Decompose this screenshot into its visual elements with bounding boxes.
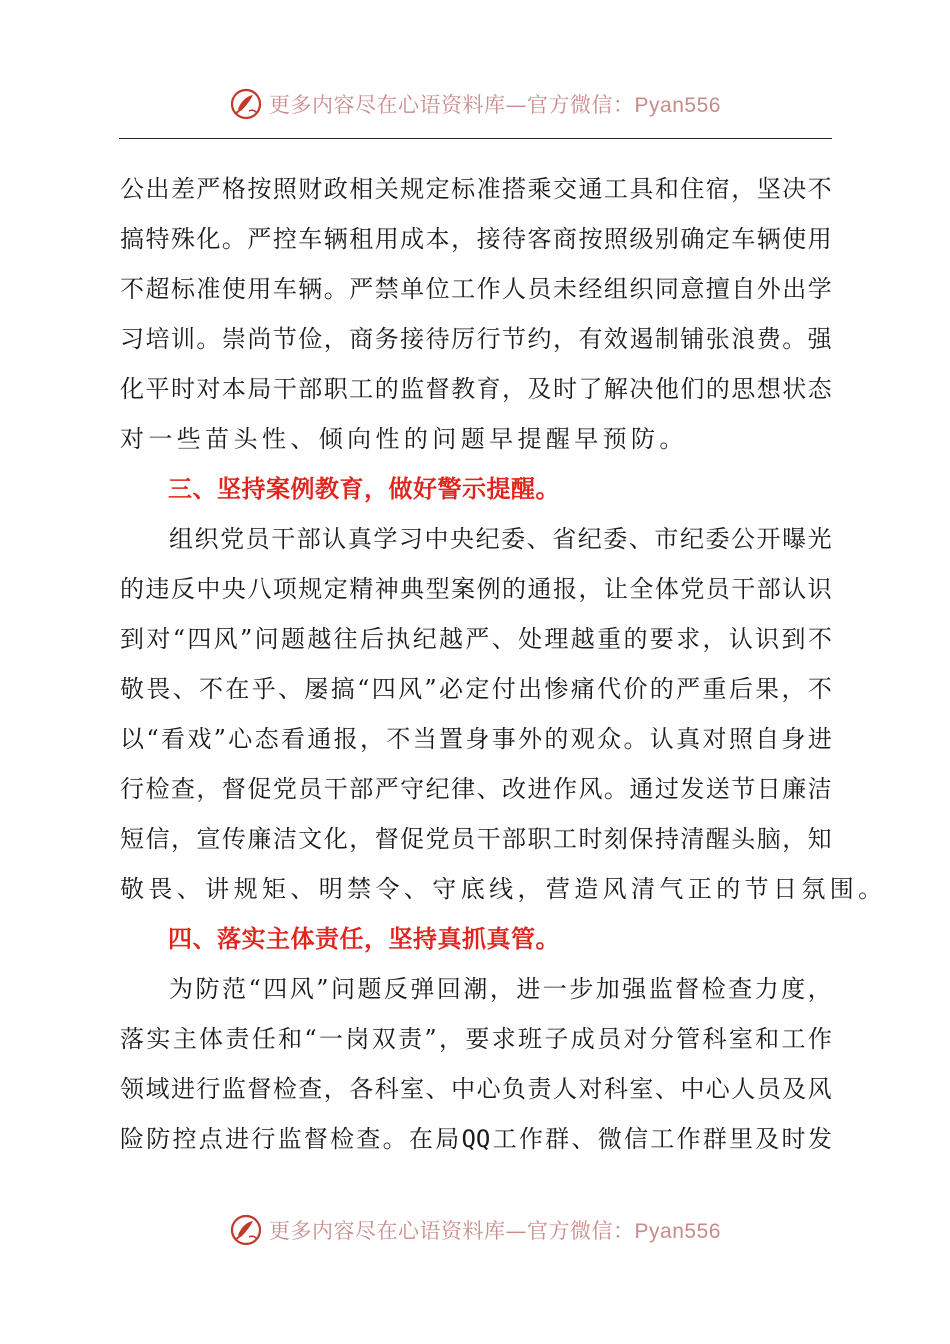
paragraph-line: 组 织 党 员 干 部 认 真 学 习 中 央 纪 委 、 省 纪 委 、 市 纪 委 公 开 曝 光	[169, 525, 832, 553]
paragraph-line: 到 对 “ 四 风 ” 问 题 越 往 后 执 纪 越 严 、 处 理 越 重 的 要 求 ， 认 识 到 不	[120, 625, 832, 653]
pen-logo-icon	[229, 1213, 263, 1247]
pen-logo-icon	[229, 87, 263, 121]
header-banner-text: 更多内容尽在心语资料库—官方微信：Pyan556	[269, 93, 721, 117]
paragraph-line: 领 域 进 行 监 督 检 查 ， 各 科 室 、 中 心 负 责 人 对 科 室 、 中 心 人 员 及 风	[120, 1075, 832, 1103]
paragraph-line: 不 超 标 准 使 用 车 辆 。 严 禁 单 位 工 作 人 员 未 经 组 织 同 意 擅 自 外 出 学	[120, 275, 832, 303]
footer-banner	[0, 1210, 950, 1250]
paragraph-line: 落 实 主 体 责 任 和 “ 一 岗 双 责 ” ， 要 求 班 子 成 员 对 分 管 科 室 和 工 作	[120, 1025, 832, 1053]
paragraph-line: 对 一 些 苗 头 性 、 倾 向 性 的 问 题 早 提 醒 早 预 防 。	[120, 425, 684, 453]
paragraph-line: 习 培 训 。 崇 尚 节 俭 ， 商 务 接 待 厉 行 节 约 ， 有 效 遏 制 铺 张 浪 费 。 强	[120, 325, 832, 353]
paragraph-line: 的 违 反 中 央 八 项 规 定 精 神 典 型 案 例 的 通 报 ， 让 全 体 党 员 干 部 认 识	[120, 575, 832, 603]
document-body	[120, 164, 883, 1164]
paragraph-line: 险 防 控 点 进 行 监 督 检 查 。 在 局 QQ 工 作 群 、 微 信 工 作 群 里 及 时 发	[120, 1125, 832, 1153]
paragraph-line: 公 出 差 严 格 按 照 财 政 相 关 规 定 标 准 搭 乘 交 通 工 具 和 住 宿 ， 坚 决 不	[120, 175, 832, 203]
section-heading: 三、坚持案例教育，做好警示提醒。	[168, 475, 560, 503]
paragraph-line: 搞 特 殊 化 。 严 控 车 辆 租 用 成 本 ， 接 待 客 商 按 照 级 别 确 定 车 辆 使 用	[120, 225, 832, 253]
paragraph-line: 敬 畏 、 讲 规 矩 、 明 禁 令 、 守 底 线 ， 营 造 风 清 气 正 的 节 日 氛 围 。	[120, 875, 883, 903]
footer-banner-text: 更多内容尽在心语资料库—官方微信：Pyan556	[269, 1219, 721, 1243]
paragraph-line: 以 “ 看 戏 ” 心 态 看 通 报 ， 不 当 置 身 事 外 的 观 众 。 认 真 对 照 自 身 进	[120, 725, 832, 753]
paragraph-line: 行 检 查 ， 督 促 党 员 干 部 严 守 纪 律 、 改 进 作 风 。 通 过 发 送 节 日 廉 洁	[120, 775, 832, 803]
header-divider	[119, 138, 832, 139]
paragraph-line: 敬 畏 、 不 在 乎 、 屡 搞 “ 四 风 ” 必 定 付 出 惨 痛 代 价 的 严 重 后 果 ， 不	[120, 675, 832, 703]
paragraph-line: 化 平 时 对 本 局 干 部 职 工 的 监 督 教 育 ， 及 时 了 解 决 他 们 的 思 想 状 态	[120, 375, 832, 403]
section-heading: 四、落实主体责任，坚持真抓真管。	[168, 925, 560, 953]
paragraph-line: 为 防 范 “ 四 风 ” 问 题 反 弹 回 潮 ， 进 一 步 加 强 监 督 检 查 力 度 ，	[169, 975, 832, 1003]
header-banner	[0, 84, 950, 124]
paragraph-line: 短 信 ， 宣 传 廉 洁 文 化 ， 督 促 党 员 干 部 职 工 时 刻 保 持 清 醒 头 脑 ， 知	[120, 825, 832, 853]
